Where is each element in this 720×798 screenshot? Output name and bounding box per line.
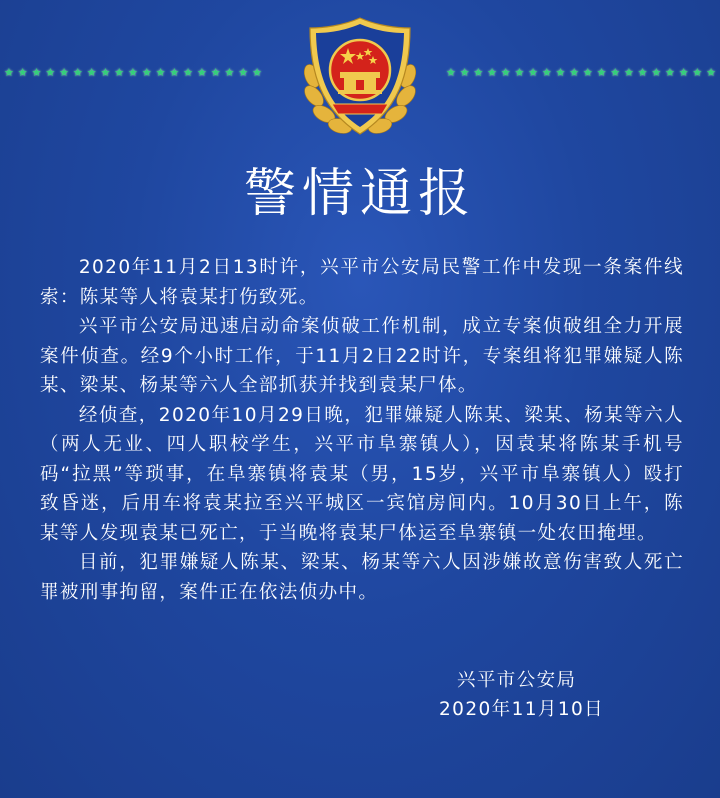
star-icon: ★ bbox=[692, 66, 703, 79]
paragraph: 经侦查，2020年10月29日晚，犯罪嫌疑人陈某、梁某、杨某等六人（两人无业、四人职校学生，兴平市阜寨镇人），因袁某将陈某手机号码“拉黑”等琐事，在阜寨镇将袁某（男，15岁，兴平市阜寨镇人）殴打致昏迷，后用车将袁某拉至兴平城区一宾馆房间内。10月30日上午，陈某等人发现袁某已死亡，于当晚将袁某尸体运至阜寨镇一处农田掩埋。 bbox=[40, 404, 684, 544]
star-icon: ★ bbox=[252, 66, 262, 79]
police-emblem-icon bbox=[298, 14, 422, 146]
page-title: 警情通报 bbox=[243, 164, 476, 224]
star-icon: ★ bbox=[141, 66, 152, 79]
star-icon: ★ bbox=[100, 66, 111, 79]
star-icon: ★ bbox=[17, 66, 28, 79]
star-divider-left bbox=[4, 66, 262, 80]
star-icon: ★ bbox=[528, 66, 538, 79]
star-icon: ★ bbox=[514, 66, 525, 79]
star-icon: ★ bbox=[596, 66, 607, 79]
star-icon: ★ bbox=[623, 66, 634, 79]
star-divider-right bbox=[446, 66, 716, 80]
star-icon: ★ bbox=[196, 66, 207, 79]
star-icon: ★ bbox=[651, 66, 662, 79]
star-icon: ★ bbox=[45, 66, 56, 79]
paragraph: 2020年11月2日13时许，兴平市公安局民警工作中发现一条案件线索：陈某等人将袁某打伤致死。 bbox=[40, 257, 684, 308]
star-icon: ★ bbox=[210, 66, 221, 79]
notice-body bbox=[40, 253, 684, 607]
star-icon: ★ bbox=[155, 66, 166, 79]
star-icon: ★ bbox=[459, 66, 470, 79]
star-icon: ★ bbox=[706, 66, 716, 79]
star-icon: ★ bbox=[169, 66, 180, 79]
star-icon: ★ bbox=[183, 66, 194, 79]
star-icon: ★ bbox=[541, 66, 552, 79]
star-icon: ★ bbox=[31, 66, 42, 79]
star-icon: ★ bbox=[128, 66, 138, 79]
star-icon: ★ bbox=[582, 66, 593, 79]
star-icon: ★ bbox=[114, 66, 125, 79]
paragraph: 目前，犯罪嫌疑人陈某、梁某、杨某等六人因涉嫌故意伤害致人死亡罪被刑事拘留，案件正在依法侦办中。 bbox=[40, 552, 684, 603]
star-icon: ★ bbox=[238, 66, 249, 79]
signature-org: 兴平市公安局 bbox=[457, 670, 577, 691]
star-icon: ★ bbox=[569, 66, 580, 79]
star-icon: ★ bbox=[555, 66, 566, 79]
star-icon: ★ bbox=[637, 66, 648, 79]
star-icon: ★ bbox=[610, 66, 621, 79]
star-icon: ★ bbox=[487, 66, 497, 79]
star-icon: ★ bbox=[473, 66, 484, 79]
paragraph: 兴平市公安局迅速启动命案侦破工作机制，成立专案侦破组全力开展案件侦查。经9个小时工作，于11月2日22时许，专案组将犯罪嫌疑人陈某、梁某、杨某等六人全部抓获并找到袁某尸体。 bbox=[40, 316, 684, 396]
signature-date: 2020年11月10日 bbox=[439, 699, 605, 720]
star-icon: ★ bbox=[678, 66, 689, 79]
star-icon: ★ bbox=[4, 66, 14, 79]
star-icon: ★ bbox=[72, 66, 83, 79]
star-icon: ★ bbox=[500, 66, 511, 79]
star-icon: ★ bbox=[59, 66, 69, 79]
star-icon: ★ bbox=[665, 66, 675, 79]
star-icon: ★ bbox=[86, 66, 97, 79]
star-icon: ★ bbox=[446, 66, 456, 79]
star-icon: ★ bbox=[224, 66, 235, 79]
